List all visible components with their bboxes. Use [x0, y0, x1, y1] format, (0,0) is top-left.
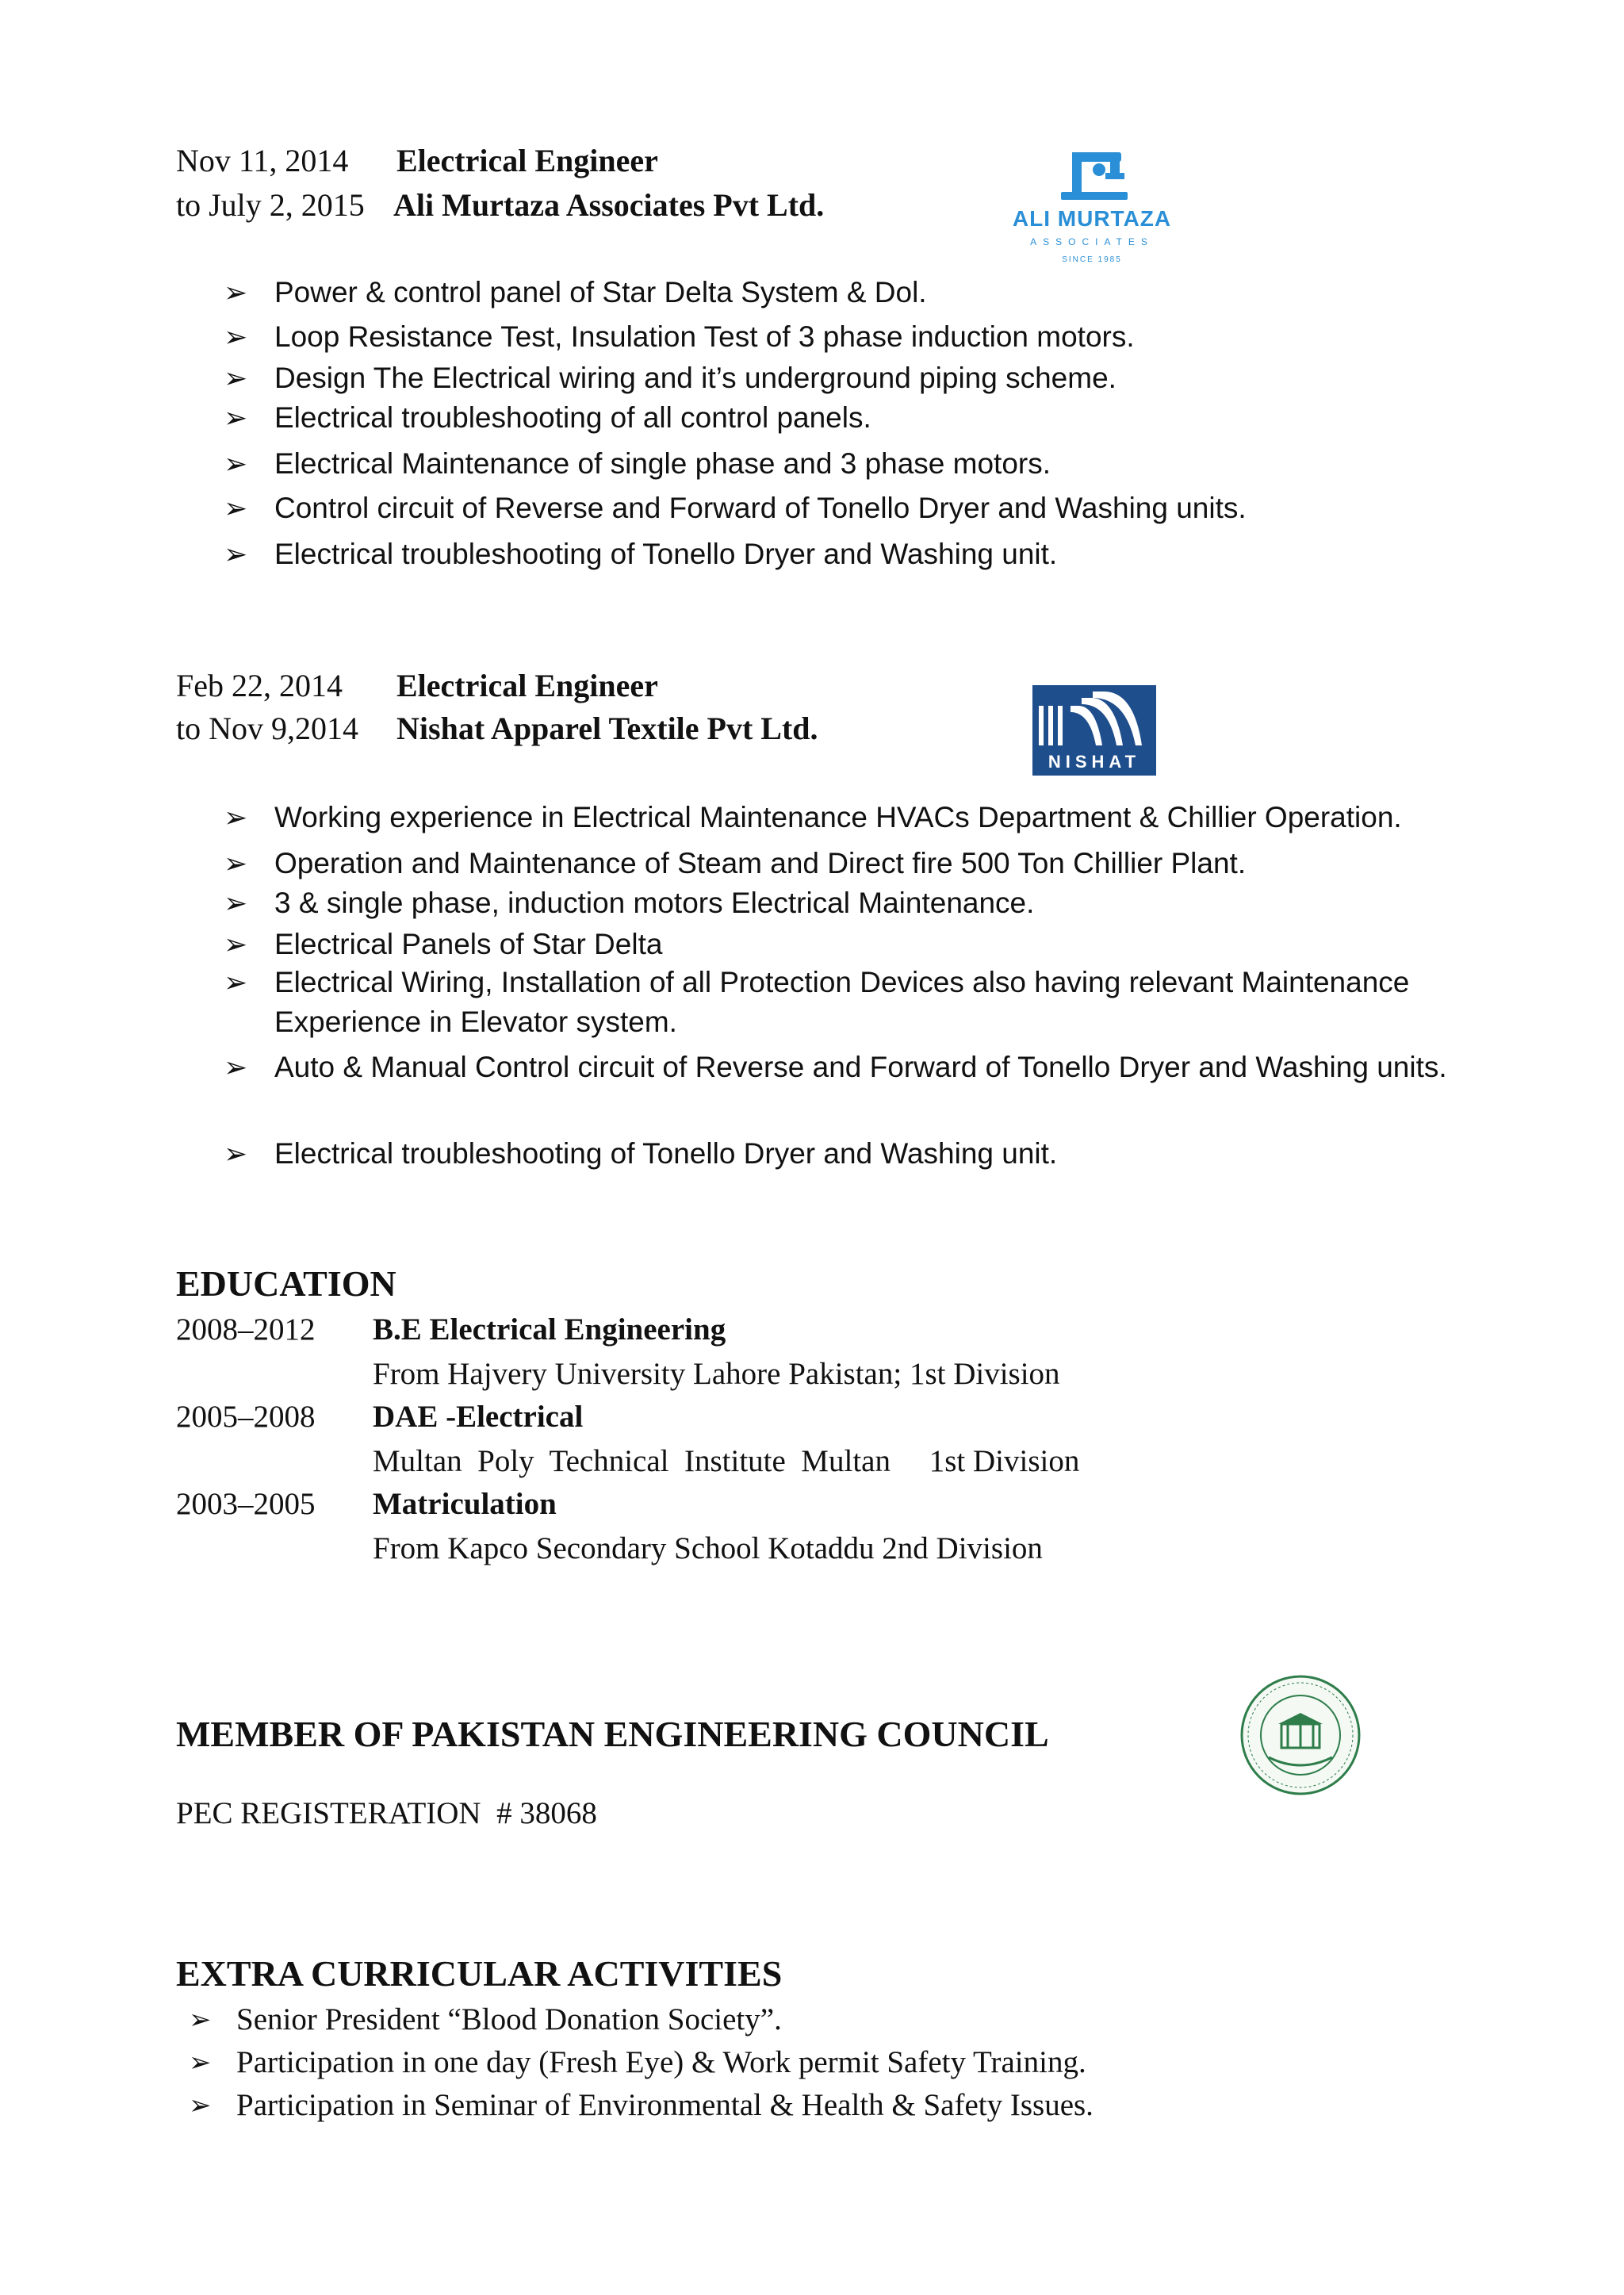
ali-murtaza-logo-sub: ASSOCIATES: [1030, 236, 1154, 247]
education-degree: Matriculation: [373, 1487, 557, 1521]
job-2-bullets: [224, 798, 1527, 1174]
job-1-title: Electrical Engineer: [396, 143, 658, 178]
list-item: ➢ Power & control panel of Star Delta System & Dol.: [224, 273, 1247, 317]
job-1-company: Ali Murtaza Associates Pvt Ltd.: [393, 187, 825, 223]
job-2-title: Electrical Engineer: [396, 668, 658, 703]
education-heading: EDUCATION: [176, 1263, 396, 1304]
pec-seal-icon: [1237, 1672, 1364, 1799]
education-years: 2003–2005: [176, 1487, 316, 1521]
nishat-stripes-icon: [1032, 685, 1156, 752]
arrow-bullet-icon: ➢: [189, 2090, 212, 2121]
arrow-bullet-icon: ➢: [224, 362, 248, 394]
arrow-bullet-icon: ➢: [224, 276, 248, 308]
ali-murtaza-logo-name: ALI MURTAZA: [1012, 206, 1172, 231]
arrow-bullet-icon: ➢: [224, 801, 248, 833]
list-item: ➢ Working experience in Electrical Maintenance HVACs Department & Chillier Operation.: [224, 798, 1527, 844]
nishat-logo-name: NISHAT: [1048, 752, 1141, 772]
list-item: ➢ Loop Resistance Test, Insulation Test of 3 phase induction motors.: [224, 317, 1247, 358]
arrow-bullet-icon: ➢: [224, 887, 248, 919]
arrow-bullet-icon: ➢: [224, 492, 248, 524]
job-1-date-to: to July 2, 2015: [176, 187, 365, 223]
arrow-bullet-icon: ➢: [224, 538, 248, 570]
list-item: ➢ Electrical troubleshooting of Tonello Dryer and Washing unit.: [224, 534, 1247, 574]
arrow-bullet-icon: ➢: [224, 928, 248, 960]
arrow-bullet-icon: ➢: [189, 2047, 212, 2079]
ali-murtaza-logo: [1004, 146, 1178, 273]
job-2-company: Nishat Apparel Textile Pvt Ltd.: [396, 711, 818, 746]
arrow-bullet-icon: ➢: [224, 320, 248, 353]
job-2-date-to: to Nov 9,2014: [176, 711, 358, 746]
list-item: ➢ Control circuit of Reverse and Forward of Tonello Dryer and Washing units.: [224, 489, 1247, 534]
arrow-bullet-icon: ➢: [224, 966, 248, 998]
arrow-bullet-icon: ➢: [224, 1137, 248, 1170]
job-1-bullets: [224, 273, 1247, 574]
list-item: ➢ 3 & single phase, induction motors Electrical Maintenance.: [224, 883, 1527, 925]
list-item: ➢ Electrical Wiring, Installation of all Protection Devices also having relevant Maintenance Experience in Elevator system.: [224, 963, 1527, 1045]
list-item: ➢ Auto & Manual Control circuit of Reverse and Forward of Tonello Dryer and Washing units.: [224, 1045, 1480, 1134]
extra-heading: EXTRA CURRICULAR ACTIVITIES: [176, 1953, 783, 1994]
education-years: 2005–2008: [176, 1400, 316, 1434]
list-item: ➢ Electrical troubleshooting of all control panels.: [224, 398, 1247, 444]
list-item: ➢ Design The Electrical wiring and it’s underground piping scheme.: [224, 358, 1247, 398]
education-institute: From Kapco Secondary School Kotaddu 2nd Division: [373, 1531, 1043, 1565]
job-1-date-from: Nov 11, 2014: [176, 143, 349, 178]
list-item: ➢ Participation in Seminar of Environmental & Health & Safety Issues.: [176, 2084, 1094, 2127]
list-item: ➢ Electrical troubleshooting of Tonello Dryer and Washing unit.: [224, 1134, 1527, 1174]
list-item: ➢ Senior President “Blood Donation Society”.: [176, 1998, 1094, 2041]
education-degree: DAE -Electrical: [373, 1400, 584, 1434]
extra-list: [176, 1998, 1094, 2127]
list-item: ➢ Operation and Maintenance of Steam and Direct fire 500 Ton Chillier Plant.: [224, 844, 1527, 883]
education-years: 2008–2012: [176, 1312, 316, 1347]
list-item: ➢ Electrical Maintenance of single phase and 3 phase motors.: [224, 444, 1247, 489]
list-item: ➢ Participation in one day (Fresh Eye) & Work permit Safety Training.: [176, 2041, 1094, 2084]
education-institute: Multan Poly Technical Institute Multan 1st Division: [373, 1444, 1080, 1478]
education-degree: B.E Electrical Engineering: [373, 1312, 726, 1347]
arrow-bullet-icon: ➢: [224, 847, 248, 879]
arrow-bullet-icon: ➢: [189, 2004, 212, 2036]
arrow-bullet-icon: ➢: [224, 401, 248, 434]
sewing-machine-icon: [1004, 146, 1178, 203]
job-2-date-from: Feb 22, 2014: [176, 668, 343, 703]
ali-murtaza-logo-since: SINCE 1985: [1062, 255, 1122, 264]
arrow-bullet-icon: ➢: [224, 1051, 248, 1083]
nishat-logo: [1032, 685, 1156, 776]
arrow-bullet-icon: ➢: [224, 447, 248, 480]
membership-heading: MEMBER OF PAKISTAN ENGINEERING COUNCIL: [176, 1714, 1049, 1754]
pec-registration: PEC REGISTERATION # 38068: [176, 1796, 597, 1830]
education-institute: From Hajvery University Lahore Pakistan; 1st Division: [373, 1357, 1060, 1391]
list-item: ➢ Electrical Panels of Star Delta: [224, 925, 1527, 963]
